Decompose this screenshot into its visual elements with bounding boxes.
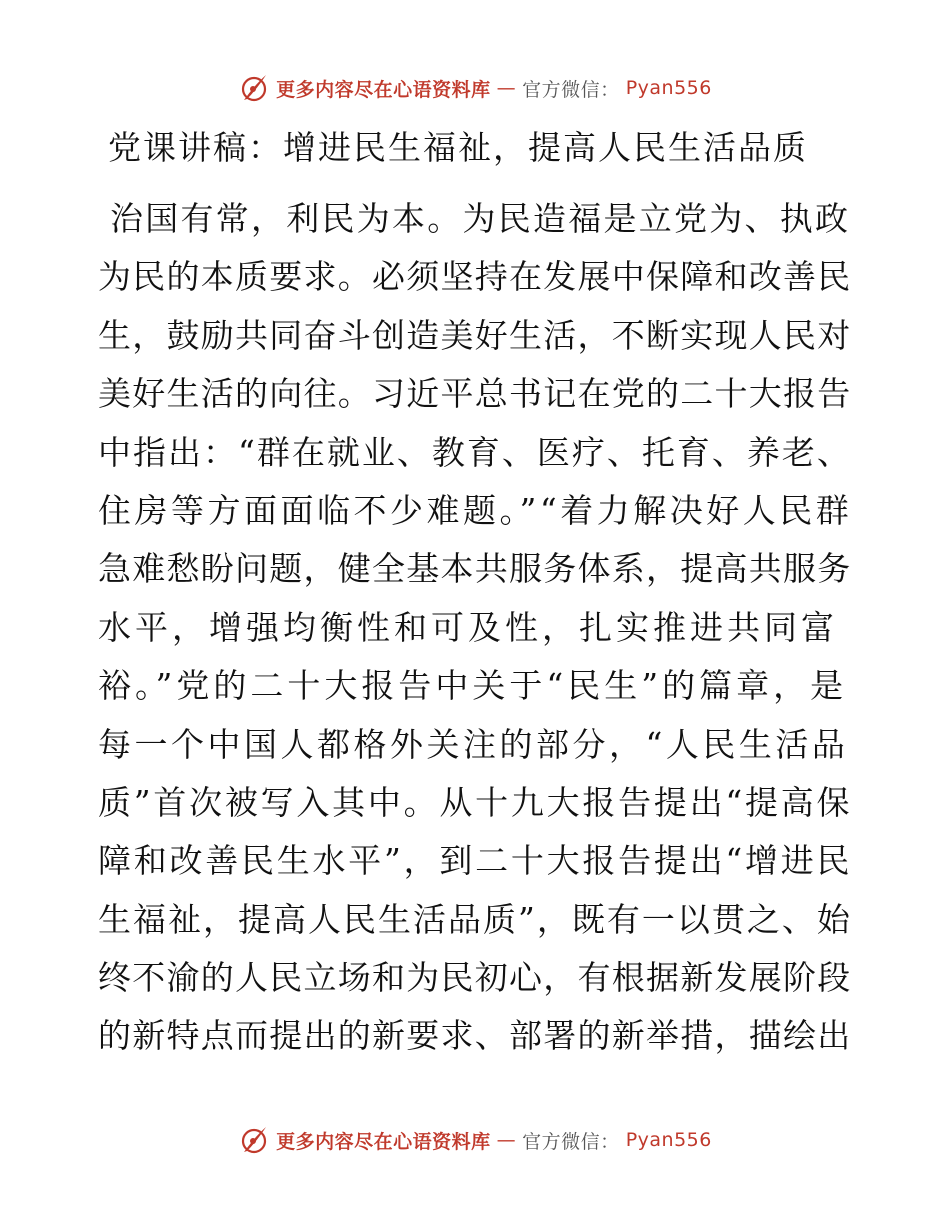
watermark-wechat-label: 官方微信：	[522, 78, 620, 101]
footer-watermark	[0, 1124, 950, 1156]
body-line: 中指出：“群在就业、教育、医疗、托育、养老、	[98, 432, 852, 472]
body-line: 为民的本质要求。必须坚持在发展中保障和改善民	[98, 257, 852, 297]
header-watermark	[0, 72, 950, 104]
body-line: 裕。”党的二十大报告中关于“民生”的篇章，是	[98, 666, 848, 706]
watermark-wechat-id: Pyan556	[625, 77, 712, 99]
body-line: 生福祉，提高人民生活品质”，既有一以贯之、始	[98, 899, 852, 939]
watermark-wechat-id: Pyan556	[625, 1129, 712, 1151]
watermark-dash: —	[496, 1129, 517, 1151]
body-line: 每一个中国人都格外关注的部分，“人民生活品	[98, 724, 849, 764]
body-line: 美好生活的向往。习近平总书记在党的二十大报告	[98, 374, 852, 414]
feather-logo-icon	[238, 72, 270, 104]
watermark-site-text: 更多内容尽在心语资料库	[276, 78, 491, 101]
body-line: 治国有常，利民为本。为民造福是立党为、执政	[110, 199, 851, 238]
body-line: 生，鼓励共同奋斗创造美好生活，不断实现人民对	[98, 315, 852, 355]
watermark-site-text: 更多内容尽在心语资料库	[276, 1130, 491, 1153]
document-title: 党课讲稿：增进民生福祉，提高人民生活品质	[108, 128, 808, 167]
document-body	[98, 190, 852, 1066]
watermark-wechat-label: 官方微信：	[522, 1130, 620, 1153]
body-line: 水平，增强均衡性和可及性，扎实推进共同富	[98, 607, 838, 647]
body-line: 障和改善民生水平”，到二十大报告提出“增进民	[98, 841, 853, 881]
watermark-dash: —	[496, 77, 517, 99]
body-line: 住房等方面面临不少难题。”“着力解决好人民群	[98, 490, 853, 530]
body-line: 质”首次被写入其中。从十九大报告提出“提高保	[98, 782, 853, 822]
body-line: 急难愁盼问题，健全基本共服务体系，提高共服务	[98, 549, 852, 589]
body-line: 终不渝的人民立场和为民初心，有根据新发展阶段	[98, 958, 852, 998]
feather-logo-icon	[238, 1124, 270, 1156]
body-line: 的新特点而提出的新要求、部署的新举措，描绘出	[98, 1016, 852, 1056]
